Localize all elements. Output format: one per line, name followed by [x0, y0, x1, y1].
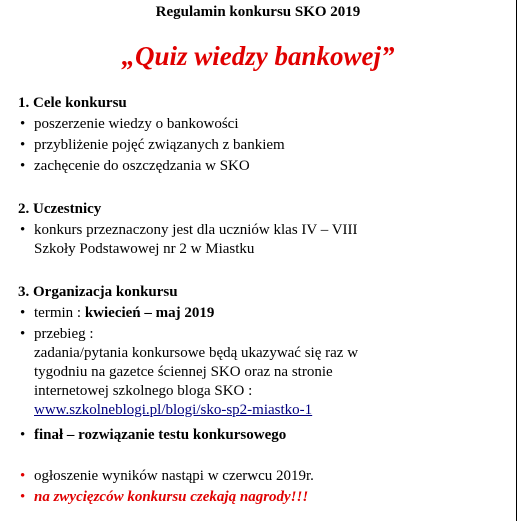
bullet-icon: •	[20, 489, 26, 505]
prizes-text: na zwycięzców konkursu czekają nagrody!!!	[34, 489, 309, 505]
bullet-icon: •	[20, 305, 26, 321]
bullet-icon: •	[20, 326, 26, 342]
bullet-icon: •	[20, 222, 26, 238]
document-title: Regulamin konkursu SKO 2019	[155, 4, 361, 20]
list-item-text: przybliżenie pojęć związanych z bankiem	[34, 137, 285, 153]
final-text: finał – rozwiązanie testu konkursowego	[34, 427, 287, 443]
process-label: przebieg :	[34, 326, 94, 342]
list-item-text: poszerzenie wiedzy o bankowości	[34, 116, 239, 132]
list-item-text	[34, 325, 358, 420]
quiz-title: „Quiz wiedzy bankowej”	[121, 41, 395, 71]
list-item-text	[34, 304, 214, 323]
participants-line-2: Szkoły Podstawowej nr 2 w Miastku	[34, 241, 255, 257]
blog-link[interactable]: www.szkolneblogi.pl/blogi/sko-sp2-miastko-1	[34, 402, 313, 418]
process-line-3: internetowej szkolnego bloga SKO :	[34, 383, 253, 399]
bullet-icon: •	[20, 427, 26, 443]
list-item-text	[34, 221, 358, 259]
term-label: termin :	[34, 305, 85, 321]
section-heading-goals: 1. Cele konkursu	[18, 95, 127, 111]
bullet-icon: •	[20, 116, 26, 132]
participants-line-1: konkurs przeznaczony jest dla uczniów klas IV – VIII	[34, 222, 358, 238]
section-heading-participants: 2. Uczestnicy	[18, 201, 102, 217]
list-item-text: zachęcenie do oszczędzania w SKO	[34, 158, 250, 174]
process-line-1: zadania/pytania konkursowe będą ukazywać się raz w	[34, 345, 359, 361]
bullet-icon: •	[20, 468, 26, 484]
results-text: ogłoszenie wyników nastąpi w czerwcu 2019r.	[34, 468, 314, 484]
bullet-icon: •	[20, 137, 26, 153]
section-heading-organization: 3. Organizacja konkursu	[18, 284, 178, 300]
process-line-2: tygodniu na gazetce ściennej SKO oraz na stronie	[34, 364, 333, 380]
term-value: kwiecień – maj 2019	[84, 305, 215, 321]
bullet-icon: •	[20, 158, 26, 174]
